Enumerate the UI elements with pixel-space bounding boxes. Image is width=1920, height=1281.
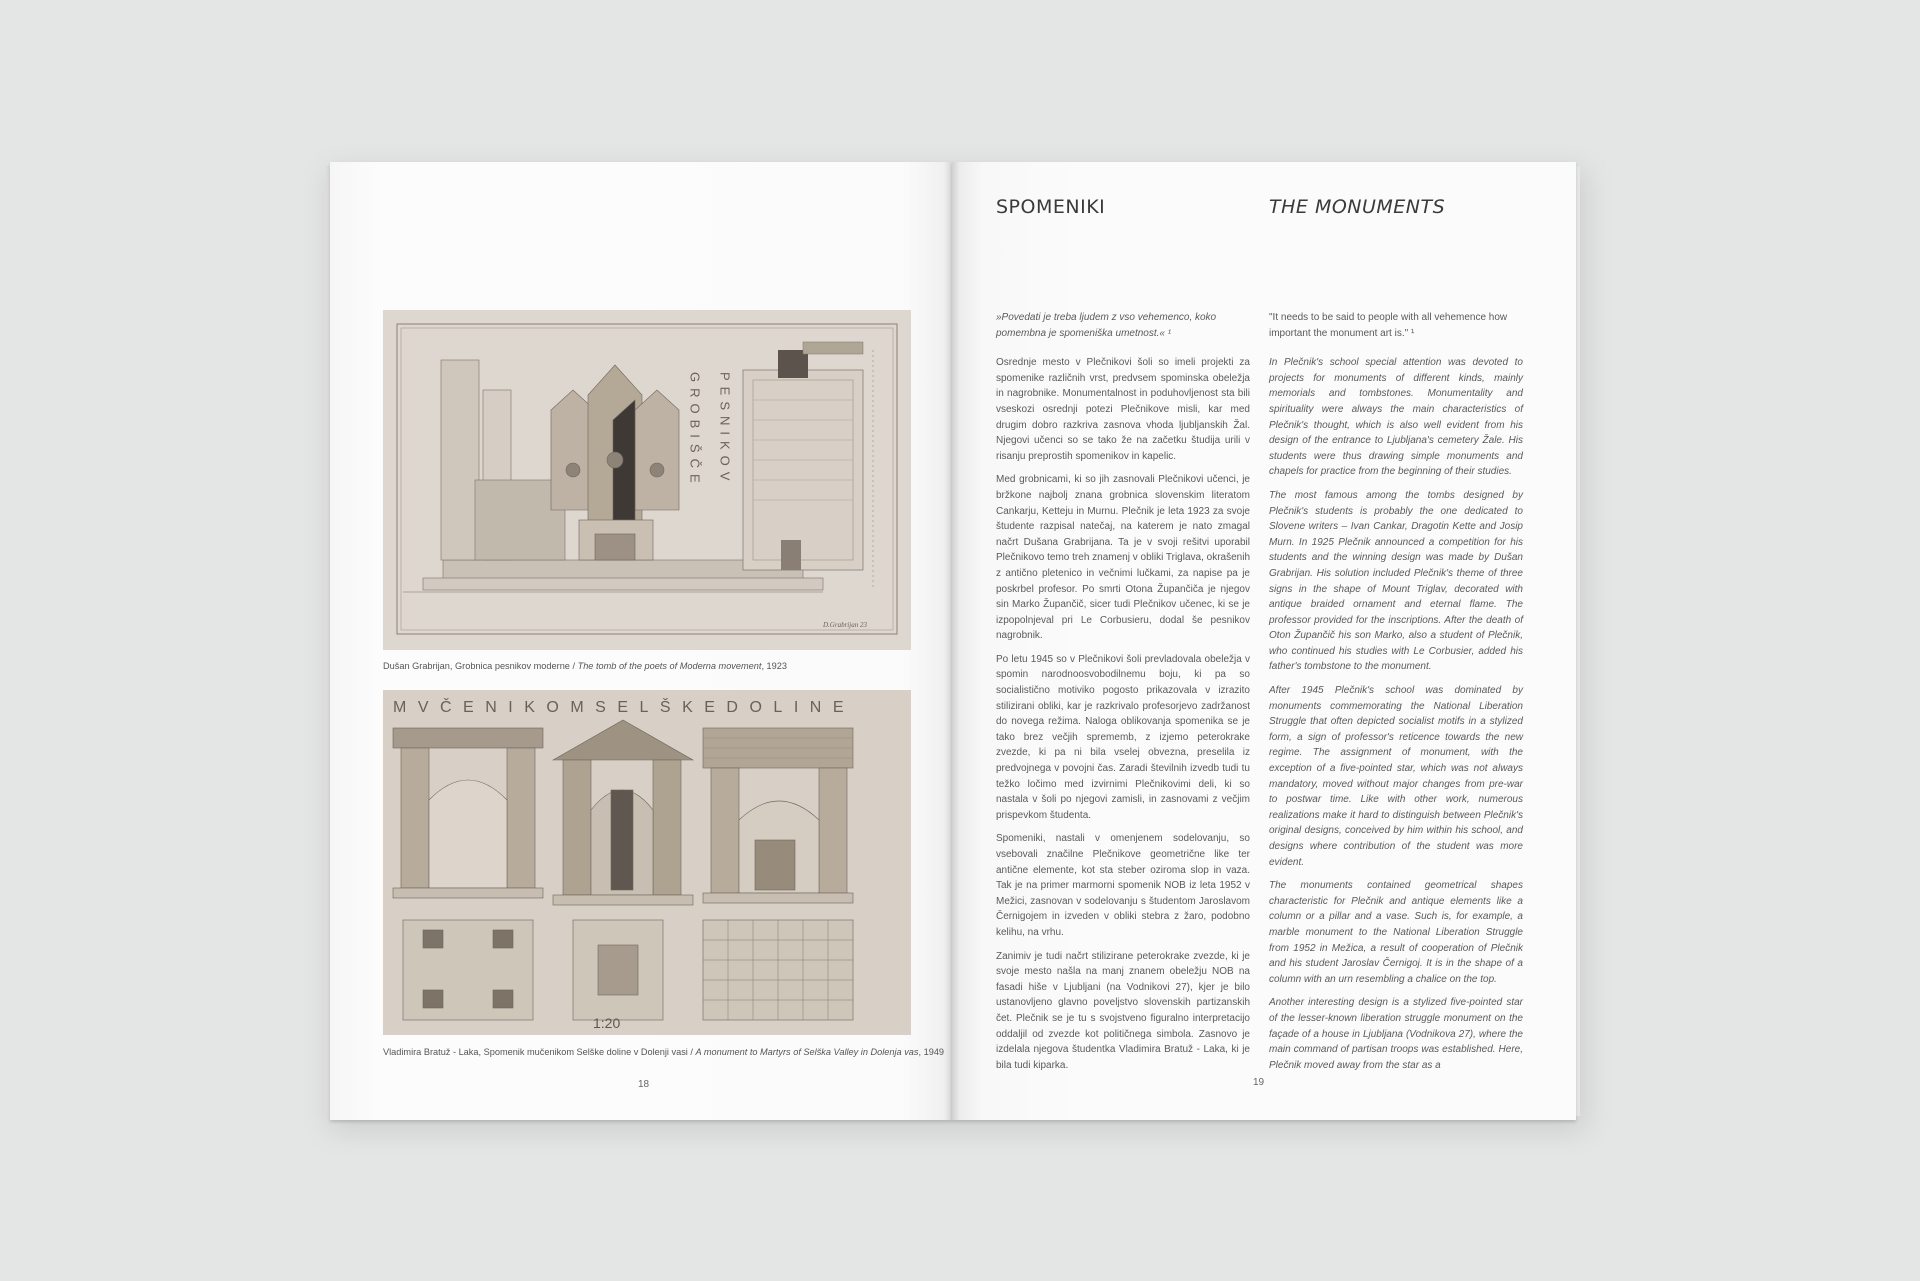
caption2-year: , 1949 [918,1047,945,1057]
paragraph-sl-5: Zanimiv je tudi načrt stilizirane peterokrake zvezde, ki je svoje mesto našla na manj znanem obeležju NOB na fasadi hiše v Ljubljani (na Vodnikovi 27), kjer je bilo ustanovljeno glavno poveljstvo slovenskih partizanskih čet. Plečnik se je tu s svojstveno figuralno interpretacijo oddaljil od zvezde kot političnega simbola. Zasnovo je izdelala njegova študentka Vladimira Bratuž - Laka, ki je bila tudi kiparka. [996,950,1250,1071]
tomb-signature: D.Grabrijan 23 [823,621,867,629]
tomb-drawing-illustration [383,310,911,650]
tomb-title-b: PESNIKOV [717,372,733,487]
figure-caption-2 [383,1047,943,1057]
tomb-title-a: GROBIŠČE [687,372,703,489]
page-number-right: 19 [1253,1077,1265,1088]
book-gutter [944,162,960,1120]
monument-drawing-illustration [383,690,911,1035]
heading-slovene: SPOMENIKI [996,196,1106,218]
quote-slovene: »Povedati je treba ljudem z vso vehemenco, koko pomembna je spomeniška umetnost.« ¹ [996,312,1217,339]
paragraph-en-5: Another interesting design is a stylized five-pointed star of the lesser-known liberation struggle monument on the façade of a house in Ljubljana (Vodnikova 27), where the main command of partisan troops was established. Here, Plečnik moved away from the star as a [1269,997,1523,1071]
column-english [1269,310,1523,1081]
heading-english: THE MONUMENTS [1269,196,1446,218]
caption2-italic: A monument to Martyrs of Selška Valley in Dolenja vas [695,1047,919,1057]
caption2-plain: Vladimira Bratuž - Laka, Spomenik mučenikom Selške doline v Dolenji vasi / [383,1047,696,1057]
column-slovene [996,310,1250,1081]
paragraph-sl-1: Osrednje mesto v Plečnikovi šoli so imeli projekti za spomenike različnih vrst, predvsem spominska obeležja in nagrobnike. Monumentalnost in poduhovljenost sta bili vseskozi osrednji potezi Plečnikove misli, kar med drugim dobro razkriva zasnova vhoda ljubljanskih Žal. Njegovi učenci so se tako že na začetku študija urili v risanju preprostih spomenikov in kapelic. [996,357,1250,462]
figure-caption-1 [383,661,943,671]
paragraph-en-1: In Plečnik's school special attention was devoted to projects for monuments of different kinds, mainly memorials and tombstones. Monumentality and spirituality were always the main characteristics of Plečnik's thought, which is also well evident from his design of the entrance to Ljubljana's cemetery Žale. His students were thus drawing simple monuments and chapels for practice from the beginning of their studies. [1269,357,1523,478]
monument-scale: 1:20 [593,1015,621,1031]
paragraph-en-4: The monuments contained geometrical shapes characteristic for Plečnik and antique elements like a column or a pillar and a vase. Such is, for example, a marble monument to the National Liberation Struggle from 1952 in Mežica, a result of cooperation of Plečnik and his student Jaroslav Černigoj. It is in the shape of a column with an urn resembling a chalice on the top. [1269,880,1523,985]
paragraph-sl-4: Spomeniki, nastali v omenjenem sodelovanju, so vsebovali značilne Plečnikove geometrične like ter antične elemente, kot sta steber oziroma slop in vaza. Tak je na primer marmorni spomenik NOB iz leta 1952 v Mežici, zasnovan v sodelovanju s študentom Jaroslavom Černigojem in izveden v obliki stebra z žaro, podobno kelihu, na vrhu. [996,833,1250,938]
paragraph-sl-3: Po letu 1945 so v Plečnikovi šoli prevladovala obeležja v spomin narodnoosvobodilnemu boju, ki pa so socialistično motiviko pogosto prikazovala v izrazito stilizirani obliki, kar je razkrivalo profesorjevo zadržanost do novega režima. Naloga oblikovanja spomenika se je tako brez večjih sprememb, z izjemo peterokrake zvezde, ki pa ni bila vselej obvezna, preselila iz predvojnega v povojni čas. Zaradi številnih izvedb tudi tu težko ločimo med izvirnimi Plečnikovimi deli, ki so nastala v šoli po njegovi zamisli, in zasnovami z večjim prispevkom študenta. [996,653,1250,821]
paragraph-sl-2: Med grobnicami, ki so jih zasnovali Plečnikovi učenci, je bržkone najbolj znana grobnica slovenskim literatom Cankarju, Ketteju in Murnu. Plečnik je leta 1923 za svoje študente razpisal natečaj, na katerem je nato zmagal načrt Dušana Grabrijana. Ta je v svoji rešitvi uporabil Plečnikovo temo treh znamenj v obliki Triglava, okrašenih z antično pletenico in večnimi lučkami, za napise pa je poskrbel profesor. Po smrti Otona Župančiča je njegov sin Marko Župančič, sicer tudi Plečnikov učenec, ki se je izpopolnjeval pri Le Corbusieru, dodal še pesnikov nagrobnik. [996,474,1251,642]
paragraph-en-2: The most famous among the tombs designed by Plečnik's students is probably the one dedicated to Slovene writers – Ivan Cankar, Dragotin Kette and Josip Murn. In 1925 Plečnik announced a competition for his students and the winning design was made by Dušan Grabrijan. His solution included Plečnik's theme of three signs in the shape of Mount Triglav, decorated with antique braided ornament and eternal flame. The professor provided for the inscriptions. After the death of Oton Župančič his son Marko, also a student of Plečnik, who continued his studies with Le Corbusier, added his father's tombstone to the monument. [1269,489,1523,673]
caption1-plain: Dušan Grabrijan, Grobnica pesnikov moderne / [383,661,578,671]
page-number-left: 18 [638,1079,650,1090]
paragraph-en-3: After 1945 Plečnik's school was dominated by monuments commemorating the National Liberation Struggle that often depicted socialist motifs in a stylized form, a sign of professor's reticence towards the new regime. The assignment of monument, with the exception of a five-pointed star, which was not always mandatory, moved without major changes from pre-war to postwar time. Like with other work, numerous realizations make it hard to distinguish between Plečnik's original designs, conceived by him within his school, and designs where contribution of the student was more evident. [1269,685,1523,868]
figure-tomb-drawing [383,310,911,650]
caption1-italic: The tomb of the poets of Moderna movement [577,661,762,671]
figure-monument-drawing [383,690,911,1035]
quote-english: "It needs to be said to people with all vehemence how important the monument art is." ¹ [1269,312,1508,339]
monument-inscription: MVČENIKOMSELŠKEDOLINE [393,699,855,716]
caption1-year: , 1923 [761,661,787,671]
